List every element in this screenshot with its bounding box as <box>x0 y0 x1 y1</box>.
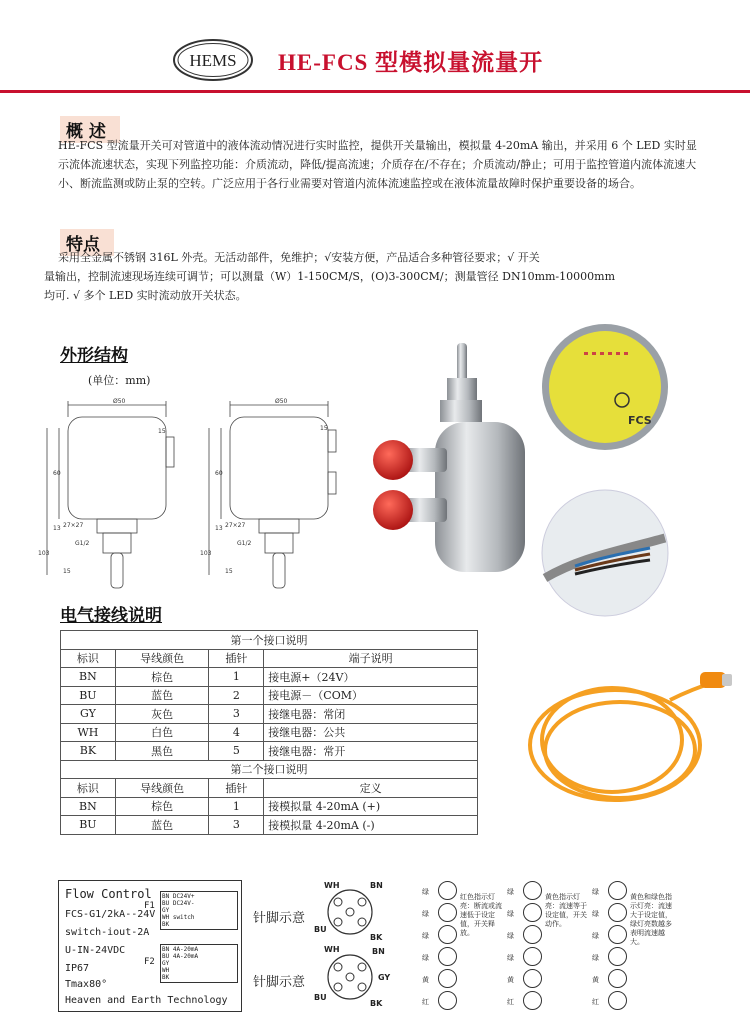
nameplate-line: FCS-G1/2kA--24V <box>65 909 156 920</box>
nameplate-terminals <box>144 891 238 983</box>
table-cell: 黑色 <box>115 742 209 761</box>
features-line-1: 采用全金属不锈钢 316L 外壳。无活动部件，免维护；√安装方便，产品适合多种管径要求；√ 开关 <box>58 251 540 264</box>
led-indicator <box>608 991 627 1010</box>
led-indicator <box>608 969 627 988</box>
led-color-label: 红 <box>592 998 599 1006</box>
f2-label: F2 <box>144 957 155 967</box>
led-color-label: 红 <box>422 998 429 1006</box>
led-color-label: 绿 <box>422 954 429 962</box>
f2-row: WH <box>162 967 170 974</box>
pin-diagram-1 <box>310 880 405 944</box>
dim-label: 103 <box>38 550 50 557</box>
dimensions-heading: 外形结构 <box>60 346 128 366</box>
table-row <box>61 668 478 687</box>
led-color-label: 黄 <box>507 976 514 984</box>
led-indicator <box>438 947 457 966</box>
table-cell: 接继电器：常开 <box>264 742 478 761</box>
table-cell: BU <box>61 686 116 705</box>
table-header: 插针 <box>209 649 264 668</box>
dim-label: 60 <box>215 470 223 477</box>
table-cell: 接电源－（COM） <box>264 686 478 705</box>
led-color-label: 红 <box>507 998 514 1006</box>
table-cell: 白色 <box>115 723 209 742</box>
f2-row: BN 4A-20mA <box>162 946 199 953</box>
features-line-2: 量输出，控制流速现场连续可调节；可以测量（W）1-150CM/S，(O)3-300CM/；测量管径 DN10mm-10000mm <box>44 270 616 283</box>
led-indicator <box>523 881 542 900</box>
pin-diagram-label-1: 针脚示意 <box>253 911 306 926</box>
svg-text:BN: BN <box>370 881 383 890</box>
led-color-label: 绿 <box>592 932 599 940</box>
svg-text:HEMS: HEMS <box>189 51 237 70</box>
table-cell: 棕色 <box>115 668 209 687</box>
f2-row: GY <box>162 960 170 967</box>
nameplate-diagram <box>58 880 242 1012</box>
table-header: 导线颜色 <box>115 649 209 668</box>
svg-text:BN: BN <box>372 947 385 956</box>
f1-label: F1 <box>144 901 155 911</box>
led-color-label: 绿 <box>507 932 514 940</box>
table-header: 导线颜色 <box>115 779 209 798</box>
table-row <box>61 723 478 742</box>
led-status-panel <box>590 875 672 1017</box>
table-row <box>61 686 478 705</box>
dim-label: 13 <box>215 525 223 532</box>
table-cell: 4 <box>209 723 264 742</box>
table-row <box>61 816 478 835</box>
table-cell: BN <box>61 797 116 816</box>
table-cell: BN <box>61 668 116 687</box>
f1-row: WH switch <box>162 914 195 921</box>
led-color-label: 绿 <box>507 910 514 918</box>
f2-row: BU 4A-20mA <box>162 953 199 960</box>
dim-label: G1/2 <box>237 540 252 547</box>
table-row <box>61 742 478 761</box>
table-header: 插针 <box>209 779 264 798</box>
led-status-panel <box>505 875 587 1017</box>
features-text <box>44 248 704 305</box>
orange-cable-photo <box>520 660 735 820</box>
table-cell: 接继电器：公共 <box>264 723 478 742</box>
title-rule <box>0 90 750 93</box>
table-cell: 接电源+（24V） <box>264 668 478 687</box>
led-panel-description: 黄色和绿色指示灯亮：流速大于设定值，绿灯亮数越多表明流速越大。 <box>630 893 672 946</box>
svg-text:GY: GY <box>378 973 391 982</box>
dim-label: 15 <box>158 428 166 435</box>
dim-label: 13 <box>53 525 61 532</box>
nameplate-line: IP67 <box>65 963 90 974</box>
table1-caption: 第一个接口说明 <box>61 631 478 650</box>
nameplate-line: Tmax80° <box>65 979 108 990</box>
dimension-drawings <box>35 395 400 600</box>
table-cell: BK <box>61 742 116 761</box>
led-indicator <box>523 969 542 988</box>
table-cell: 1 <box>209 668 264 687</box>
led-color-label: 绿 <box>592 888 599 896</box>
svg-text:FCS: FCS <box>628 414 652 427</box>
dim-label: 15 <box>63 568 71 575</box>
led-color-label: 绿 <box>422 910 429 918</box>
sensor-face-photo <box>540 322 670 452</box>
nameplate-line: Flow Control <box>65 887 152 901</box>
led-indicator <box>438 903 457 922</box>
overview-heading: 概 述 <box>60 116 120 143</box>
led-indicator <box>438 991 457 1010</box>
led-panel-description: 红色指示灯亮：断流或流速低于设定值，开关释放。 <box>460 893 502 937</box>
table-row <box>61 705 478 724</box>
dim-label: 27×27 <box>63 522 84 529</box>
table-cell: 5 <box>209 742 264 761</box>
led-color-label: 绿 <box>507 888 514 896</box>
led-indicator <box>438 925 457 944</box>
led-indicator <box>523 925 542 944</box>
nameplate-line: U-IN-24VDC <box>65 945 126 956</box>
table-cell: 接模拟量 4-20mA (-) <box>264 816 478 835</box>
cable-wires-photo <box>540 488 670 618</box>
table-cell: 3 <box>209 816 264 835</box>
dim-label: 60 <box>53 470 61 477</box>
led-indicator <box>438 969 457 988</box>
document-title: HE-FCS 型模拟量流量开 <box>278 50 544 75</box>
table-cell: 接模拟量 4-20mA (+) <box>264 797 478 816</box>
led-color-label: 黄 <box>592 976 599 984</box>
svg-text:BK: BK <box>370 999 383 1008</box>
led-indicator <box>608 925 627 944</box>
f1-row: BN DC24V+ <box>162 893 195 900</box>
led-color-label: 绿 <box>592 910 599 918</box>
table-cell: 棕色 <box>115 797 209 816</box>
features-heading: 特点 <box>60 229 114 256</box>
table-cell: 2 <box>209 686 264 705</box>
table-cell: 灰色 <box>115 705 209 724</box>
led-status-panel <box>420 875 502 1017</box>
dim-label: 15 <box>320 425 328 432</box>
led-indicator <box>608 881 627 900</box>
svg-text:WH: WH <box>324 945 340 954</box>
led-indicator <box>608 947 627 966</box>
led-color-label: 绿 <box>422 888 429 896</box>
table-header: 标识 <box>61 649 116 668</box>
table-cell: GY <box>61 705 116 724</box>
table-header: 标识 <box>61 779 116 798</box>
led-color-label: 绿 <box>592 954 599 962</box>
sensor-photo <box>365 338 540 578</box>
dim-label: Ø50 <box>113 398 126 405</box>
table-cell: 蓝色 <box>115 686 209 705</box>
svg-text:WH: WH <box>324 881 340 890</box>
table-cell: WH <box>61 723 116 742</box>
dimensions-unit: (单位：mm) <box>88 374 151 387</box>
wiring-heading: 电气接线说明 <box>60 606 162 626</box>
f2-row: BK <box>162 974 170 981</box>
table2-caption: 第二个接口说明 <box>61 760 478 779</box>
overview-text: HE-FCS 型流量开关可对管道中的液体流动情况进行实时监控，提供开关量输出，模拟量 4-20mA 输出，并采用 6 个 LED 实时显示流体流速状态，实现下列监控功能：介质流动，降低/提高流速；介质存在/不存在；介质流动/静止；可用于监控管道内流体流速大小、断流监测或防止泵的空转。广泛应用于各行业需要对管道内流体流速监控或在液体流量故障时保护重要设备的场合。 <box>58 139 697 190</box>
led-indicator <box>523 903 542 922</box>
led-indicator <box>523 991 542 1010</box>
features-line-3: 均可. √ 多个 LED 实时流动放开关状态。 <box>44 289 247 302</box>
led-color-label: 绿 <box>422 932 429 940</box>
table-cell: 1 <box>209 797 264 816</box>
dim-label: Ø50 <box>275 398 288 405</box>
led-color-label: 绿 <box>507 954 514 962</box>
led-color-label: 黄 <box>422 976 429 984</box>
dim-label: 15 <box>225 568 233 575</box>
svg-text:BU: BU <box>314 925 327 934</box>
pin-diagram-2 <box>310 944 405 1010</box>
led-indicator <box>438 881 457 900</box>
svg-text:BU: BU <box>314 993 327 1002</box>
table-cell: 3 <box>209 705 264 724</box>
wiring-table <box>60 630 478 835</box>
led-indicator <box>608 903 627 922</box>
table-row <box>61 797 478 816</box>
f1-row: BK <box>162 921 170 928</box>
f1-row: BU DC24V- <box>162 900 195 907</box>
table-header: 定义 <box>264 779 478 798</box>
hems-logo <box>172 38 254 82</box>
led-panel-description: 黄色指示灯亮：流速等于设定值，开关动作。 <box>545 893 587 928</box>
led-indicator <box>523 947 542 966</box>
table-header: 端子说明 <box>264 649 478 668</box>
pin-diagram-label-2: 针脚示意 <box>253 975 306 990</box>
f1-row: GY <box>162 907 170 914</box>
table-cell: 接继电器：常闭 <box>264 705 478 724</box>
table-cell: BU <box>61 816 116 835</box>
nameplate-line: Heaven and Earth Technology <box>65 995 228 1006</box>
dim-label: 27×27 <box>225 522 246 529</box>
svg-text:BK: BK <box>370 933 383 942</box>
nameplate-line: switch-iout-2A <box>65 927 150 938</box>
dim-label: 103 <box>200 550 212 557</box>
table-cell: 蓝色 <box>115 816 209 835</box>
dim-label: G1/2 <box>75 540 90 547</box>
